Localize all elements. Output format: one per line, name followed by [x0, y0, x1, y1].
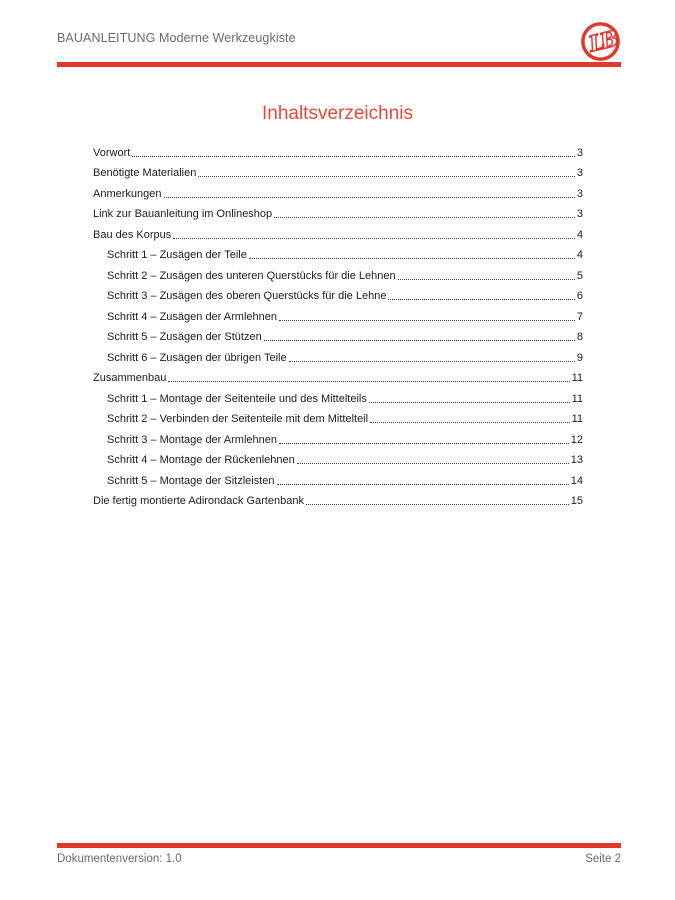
toc-dot-leader: [398, 279, 575, 280]
toc-entry[interactable]: [93, 344, 583, 365]
toc-entry[interactable]: [93, 201, 583, 222]
toc-entry-label: Schritt 2 – Verbinden der Seitenteile mit dem Mittelteil: [107, 413, 369, 425]
footer-page-number: Seite 2: [585, 853, 621, 865]
page-footer: [57, 853, 621, 865]
toc-entry[interactable]: [93, 365, 583, 386]
toc-dot-leader: [198, 176, 575, 177]
footer-version: Dokumentenversion: 1.0: [57, 853, 182, 865]
toc-entry-page: 11: [571, 392, 583, 405]
toc-dot-leader: [279, 443, 569, 444]
toc-entry[interactable]: [93, 283, 583, 304]
toc-dot-leader: [274, 217, 575, 218]
toc-dot-leader: [168, 381, 569, 382]
toc-dot-leader: [297, 463, 569, 464]
toc-entry-label: Die fertig montierte Adirondack Gartenbank: [93, 495, 304, 507]
toc-entry-label: Schritt 4 – Zusägen der Armlehnen: [107, 310, 277, 323]
toc-entry-label: Schritt 4 – Montage der Rückenlehnen: [107, 454, 295, 466]
toc-entry[interactable]: [93, 406, 583, 427]
toc-entry-page: 5: [576, 269, 583, 282]
toc-entry[interactable]: [93, 324, 583, 345]
toc-entry-label: Benötigte Materialien: [93, 167, 197, 179]
toc-entry-page: 14: [570, 474, 583, 487]
toc-entry-label: Schritt 5 – Montage der Sitzleisten: [107, 474, 275, 487]
toc-entry-page: 11: [571, 413, 583, 425]
toc-entry[interactable]: [93, 385, 583, 406]
toc-dot-leader: [164, 197, 575, 198]
toc-dot-leader: [249, 258, 575, 259]
toc-dot-leader: [132, 156, 575, 157]
toc-entry-label: Schritt 3 – Montage der Armlehnen: [107, 433, 277, 446]
toc-entry-page: 4: [576, 228, 583, 241]
toc-entry-page: 9: [576, 351, 583, 364]
toc-dot-leader: [277, 484, 569, 485]
toc-entry-label: Schritt 1 – Zusägen der Teile: [107, 249, 247, 261]
toc-dot-leader: [264, 340, 575, 341]
toc-entry-label: Bau des Korpus: [93, 228, 172, 241]
toc-entry-label: Schritt 3 – Zusägen des oberen Querstücks für die Lehne: [107, 290, 387, 302]
toc-entry[interactable]: [93, 160, 583, 181]
toc-entry-page: 3: [576, 187, 583, 200]
toc-entry-label: Zusammenbau: [93, 372, 167, 384]
toc-entry-page: 6: [576, 290, 583, 302]
toc-entry-page: 3: [576, 167, 583, 179]
toc-entry-label: Anmerkungen: [93, 187, 162, 200]
toc-entry[interactable]: [93, 303, 583, 324]
toc-dot-leader: [370, 422, 570, 423]
toc-entry[interactable]: [93, 488, 583, 509]
toc-dot-leader: [173, 238, 575, 239]
toc-entry-label: Link zur Bauanleitung im Onlineshop: [93, 208, 273, 220]
footer-divider: [57, 843, 621, 848]
toc-entry[interactable]: [93, 221, 583, 242]
toc-entry-label: Schritt 5 – Zusägen der Stützen: [107, 331, 262, 343]
toc-list: [93, 139, 583, 508]
toc-entry-label: Schritt 6 – Zusägen der übrigen Teile: [107, 351, 287, 364]
toc-entry-page: 3: [576, 208, 583, 220]
toc-entry-page: 7: [576, 310, 583, 323]
toc-entry-page: 4: [576, 249, 583, 261]
toc-title: Inhaltsverzeichnis: [261, 103, 414, 124]
toc-entry-label: Vorwort: [93, 146, 131, 159]
toc-entry-page: 15: [570, 495, 583, 507]
toc-entry-page: 8: [576, 331, 583, 343]
toc-entry[interactable]: [93, 242, 583, 263]
toc-entry-label: Schritt 2 – Zusägen des unteren Querstücks für die Lehnen: [107, 269, 396, 282]
toc-entry-label: Schritt 1 – Montage der Seitenteile und des Mittelteils: [107, 392, 367, 405]
toc-entry-page: 11: [571, 372, 583, 384]
toc-entry[interactable]: [93, 447, 583, 468]
svg-text:LB: LB: [586, 27, 617, 58]
toc-entry-page: 13: [570, 454, 583, 466]
toc-dot-leader: [369, 402, 570, 403]
company-logo-icon: [580, 21, 621, 62]
toc-entry[interactable]: [93, 426, 583, 447]
toc-entry[interactable]: [93, 467, 583, 488]
toc-dot-leader: [279, 320, 575, 321]
toc-entry[interactable]: [93, 180, 583, 201]
toc-dot-leader: [306, 504, 569, 505]
toc-entry[interactable]: [93, 139, 583, 160]
toc-entry[interactable]: [93, 262, 583, 283]
toc-entry-page: 3: [576, 146, 583, 159]
header-title: BAUANLEITUNG Moderne Werkzeugkiste: [57, 31, 296, 45]
toc-dot-leader: [388, 299, 574, 300]
toc-entry-page: 12: [570, 433, 583, 446]
toc-dot-leader: [289, 361, 575, 362]
header-divider: [57, 62, 621, 67]
